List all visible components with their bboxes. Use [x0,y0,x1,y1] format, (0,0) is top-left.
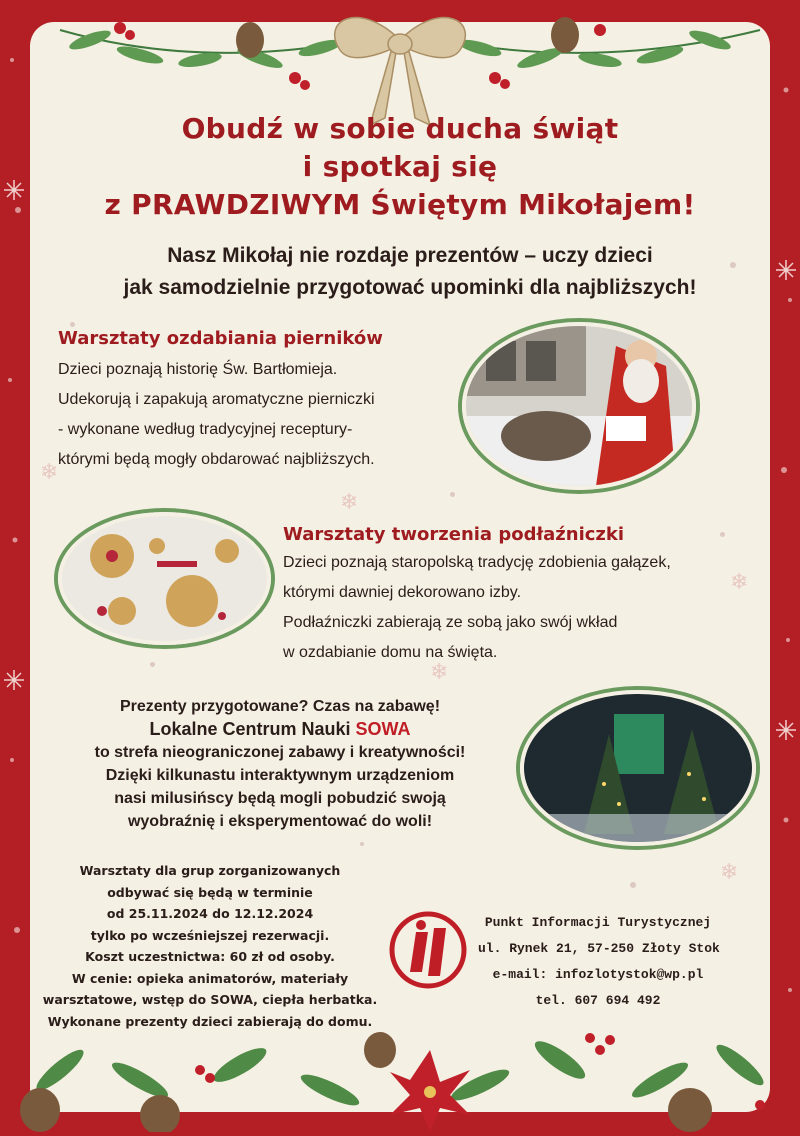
workshop-1-line: Dzieci poznają historię Św. Bartłomieja. [58,361,338,378]
subtitle [60,240,760,304]
info-line: tylko po wcześniejszej rezerwacji. [90,927,330,943]
info-line: Wykonane prezenty dzieci zabierają do domu. [47,1013,373,1029]
sowa-line-4: Dzięki kilkunastu interaktywnym urządzeniom [105,767,455,784]
workshop-2-title: Warsztaty tworzenia podłaźniczki [283,524,625,545]
info-line: Koszt uczestnictwa: 60 zł od osoby. [85,949,335,964]
workshop-1-text [58,355,375,475]
info-line: W cenie: opieka animatorów, materiały [71,970,349,986]
info-line: Warsztaty dla grup zorganizowanych [79,863,341,878]
workshop-2-line: w ozdabianie domu na święta. [283,644,498,661]
snowflake-icon: ❄ [40,460,59,485]
snowflake-icon: ❄ [730,570,749,595]
workshop-2-line: którymi dawniej dekorowano izby. [283,584,522,601]
subtitle-line-1: Nasz Mikołaj nie rozdaje prezentów – uczy dzieci [167,244,653,267]
sowa-line-6: wyobraźnię i eksperymentować do woli! [127,813,433,830]
snowflake-icon: ❄ [430,660,449,685]
info-line: odbywać się będą w terminie [107,884,313,900]
workshop-2-text [283,548,671,668]
santa-photo [462,322,696,490]
title-line-1: Obudź w sobie ducha świąt [181,112,619,145]
science-center-photo [520,690,756,846]
title-line-2: i spotkaj się [302,150,498,183]
contact-info [478,910,718,1014]
sowa-line-5: nasi milusińscy będą mogli pobudzić swoją [114,790,446,807]
straw-decorations-photo [58,512,271,645]
contact-phone: tel. 607 694 492 [535,993,661,1008]
snowflake-icon: ❄ [720,860,739,885]
sowa-line-1: Prezenty przygotowane? Czas na zabawę! [119,698,441,715]
workshop-2-line: Dzieci poznają staropolską tradycję zdobienia gałązek, [283,554,671,571]
contact-email: e-mail: infozlotystok@wp.pl [492,967,704,982]
workshop-1-line: - wykonane według tradycyjnej receptury- [58,421,353,438]
sowa-line-2-prefix: Lokalne Centrum Nauki [149,719,356,739]
sowa-info-block [40,695,520,833]
title-line-3: z PRAWDZIWYM Świętym Mikołajem! [104,188,696,221]
sowa-name: SOWA [355,719,411,739]
booking-info [30,860,390,1032]
sowa-line-2 [40,718,520,741]
workshop-1-line: którymi będą mogły obdarować najbliższych. [58,451,375,468]
sowa-line-3: to strefa nieograniczonej zabawy i kreatywności! [94,744,466,761]
snowflake-icon: ❄ [340,490,359,515]
tourist-info-logo [388,910,468,990]
subtitle-line-2: jak samodzielnie przygotować upominki dla najbliższych! [123,276,697,299]
page-title [40,110,760,224]
bottom-garland-decoration [0,1010,800,1132]
contact-address: ul. Rynek 21, 57-250 Złoty Stok [478,941,720,956]
info-line: od 25.11.2024 do 12.12.2024 [106,906,314,921]
contact-name: Punkt Informacji Turystycznej [484,915,712,930]
workshop-1-title: Warsztaty ozdabiania pierników [58,328,383,349]
workshop-1-line: Udekorują i zapakują aromatyczne pierniczki [58,391,375,408]
workshop-2-line: Podłaźniczki zabierają ze sobą jako swój wkład [283,614,618,631]
info-line: warsztatowe, wstęp do SOWA, ciepła herbatka. [42,992,378,1007]
